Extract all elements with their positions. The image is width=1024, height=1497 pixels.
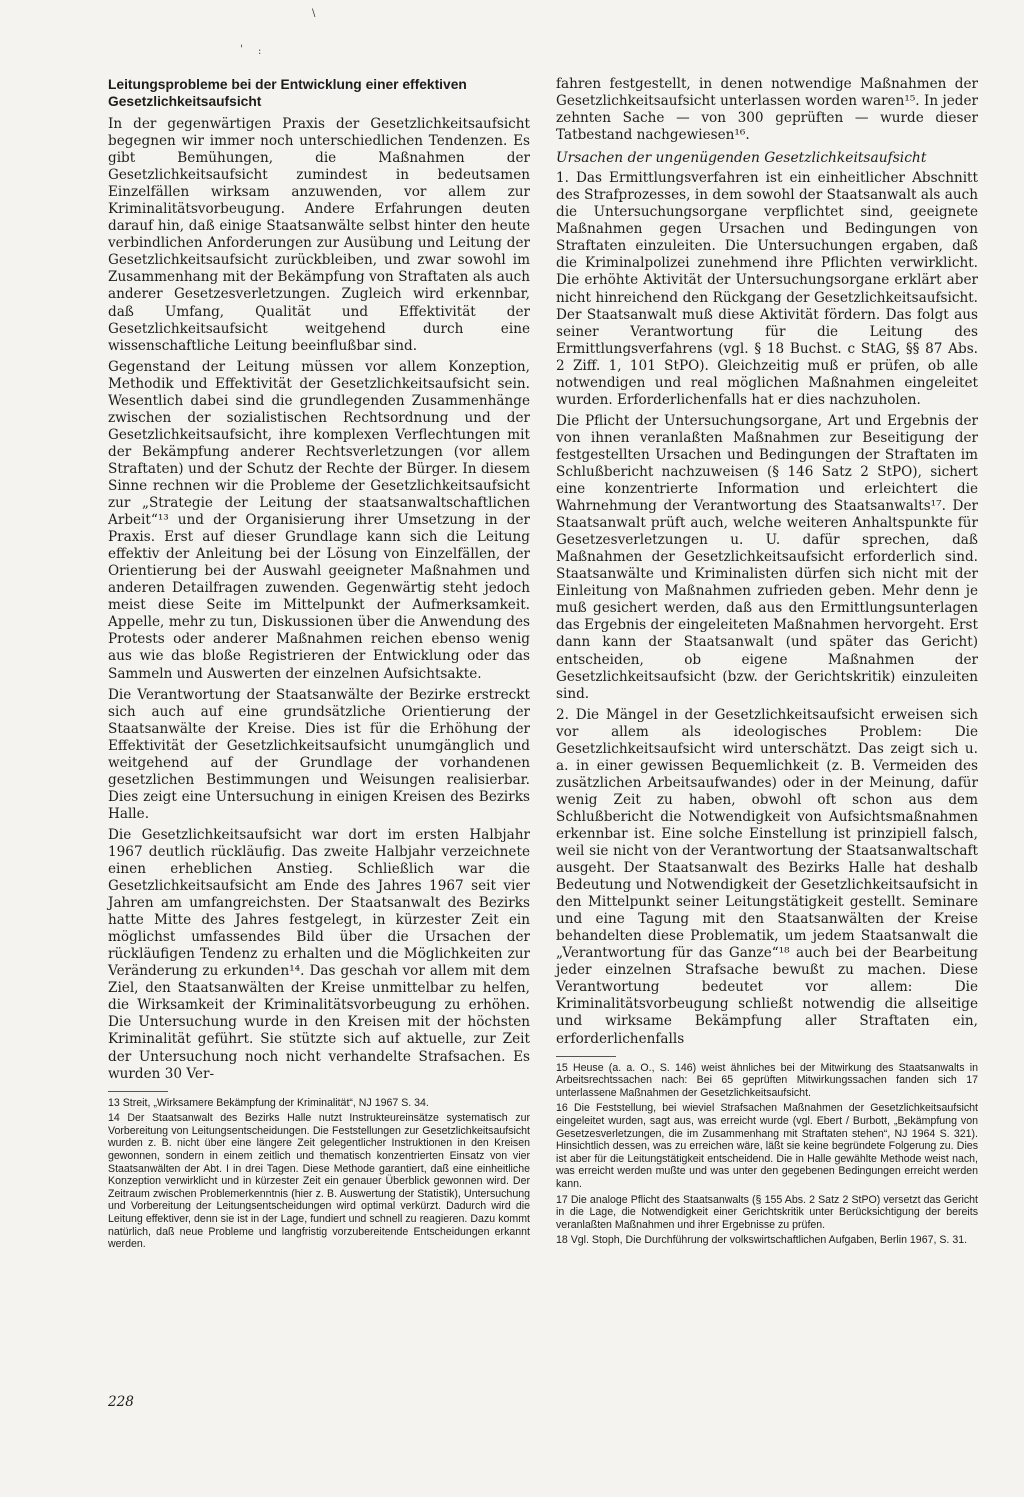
scan-mark: \ [312, 8, 316, 19]
body-paragraph: Die Pflicht der Untersuchungsorgane, Art und Ergebnis der von ihnen veranlaßten Maßnahmen zur Beseitigung der festgestellten Ursachen und Bedingungen der Straftaten im Schlußbericht nachzuweisen (§ 146 Satz 2 StPO), sichert eine konzentrierte Information und erleichtert die Wahrnehmung der Verantwortung des Staatsanwalts¹⁷. Der Staatsanwalt prüft auch, welche weiteren Anhaltspunkte für Gesetzesverletzungen u. U. dafür sprechen, daß Maßnahmen der Gesetzlichkeitsaufsicht erforderlich sind. Staatsanwälte und Kriminalisten dürfen sich nicht mit der Einleitung von Maßnahmen zufrieden geben. Mehr denn je muß gesichert werden, daß aus den Ermittlungsunterlagen das Ergebnis der eingeleiteten Maßnahmen hervorgeht. Erst dann kann der Staatsanwalt (und später das Gericht) entscheiden, ob eigene Maßnahmen der Gesetzlichkeitsaufsicht (bzw. der Gerichtskritik) einzuleiten sind. [556, 412, 978, 702]
body-paragraph: 2. Die Mängel in der Gesetzlichkeitsaufsicht erweisen sich vor allem als ideologisches Problem: Die Gesetzlichkeitsaufsicht wird unterschätzt. Das zeigt sich u. a. in einer gewissen Bequemlichkeit (z. B. Vermeiden des zusätzlichen Arbeitsaufwandes) oder in der Meinung, dafür wenig Zeit zu haben, obwohl oft schon aus dem Schlußbericht die Notwendigkeit von Aufsichtsmaßnahmen erkennbar ist. Eine solche Einstellung ist prinzipiell falsch, weil sie nicht von der Verantwortung der Staatsanwaltschaft ausgeht. Der Staatsanwalt des Bezirks Halle hat deshalb Bedeutung und Notwendigkeit der Gesetzlichkeitsaufsicht in den Mittelpunkt seiner Leitungstätigkeit gestellt. Seminare und eine Tagung mit den Staatsanwälten der Kreise behandelten diese Problematik, um jedem Staatsanwalt die „Verantwortung für das Ganze“¹⁸ auch bei der Bearbeitung jeder einzelnen Strafsache bewußt zu machen. Diese Verantwortung bedeutet vor allem: Die Kriminalitätsvorbeugung schließt notwendig die allseitige und wirksame Bekämpfung aller Straftaten ein, erforderlichenfalls [556, 706, 978, 1047]
section-subheading: Ursachen der ungenügenden Gesetzlichkeitsaufsicht [556, 150, 927, 167]
footnote: 17 Die analoge Pflicht des Staatsanwalts (§ 155 Abs. 2 Satz 2 StPO) versetzt das Gericht in die Lage, die Notwendigkeit einer Gerichtskritik unter Berücksichtigung der bereits veranlaßten Maßnahmen und ihrer Ergebnisse zu prüfen. [556, 1193, 978, 1231]
body-paragraph: In der gegenwärtigen Praxis der Gesetzlichkeitsaufsicht begegnen wir immer noch unterschiedlichen Tendenzen. Es gibt Bemühungen, die Maßnahmen der Gesetzlichkeitsaufsicht zumindest in bedeutsamen Einzelfällen wirksam anzuwenden, vor allem zur Kriminalitätsvorbeugung. Andere Erfahrungen deuten darauf hin, daß einige Staatsanwälte selbst hinter den heute verbindlichen Anforderungen zur Ausübung und Leitung der Gesetzlichkeitsaufsicht zurückbleiben, und zwar sowohl im Zusammenhang mit der Bekämpfung von Straftaten als auch anderer Gesetzesverletzungen. Zugleich wird erkennbar, daß Umfang, Qualität und Effektivität der Gesetzlichkeitsaufsicht weitgehend durch eine wissenschaftliche Leitung beeinflußbar sind. [108, 116, 530, 354]
section-heading: Leitungsprobleme bei der Entwicklung einer effektiven Gesetzlichkeitsaufsicht [108, 77, 467, 109]
footnote: 15 Heuse (a. a. O., S. 146) weist ähnliches bei der Mitwirkung des Staatsanwalts in Arbeitsrechtssachen nach: Bei 65 geprüften Mitwirkungssachen fanden sich 17 unterlassene Maßnahmen der Gesetzlichkeitsaufsicht. [556, 1061, 978, 1099]
body-paragraph: Gegenstand der Leitung müssen vor allem Konzeption, Methodik und Effektivität der Gesetzlichkeitsaufsicht sein. Wesentlich dabei sind die grundlegenden Zusammenhänge zwischen der sozialistischen Rechtsordnung und der Gesetzlichkeitsaufsicht, ihre komplexen Verflechtungen mit der Bekämpfung anderer Rechtsverletzungen (vor allem Straftaten) und der Schutz der Rechte der Bürger. In diesem Sinne rechnen wir die Probleme der Gesetzlichkeitsaufsicht zur „Strategie der Leitung der staatsanwaltschaftlichen Arbeit“¹³ und der Organisierung ihrer Umsetzung in der Praxis. Erst auf dieser Grundlage kann sich die Leitung effektiv der Anleitung bei der Lösung von Einzelfällen, der Orientierung bei der Auswahl geeigneter Maßnahmen und anderen Detailfragen zuwenden. Gegenwärtig steht jedoch meist diese Seite im Mittelpunkt der Aufmerksamkeit. Appelle, mehr zu tun, Diskussionen über die Anwendung des Protests oder anderer Maßnahmen reichen ebenso wenig aus wie das bloße Registrieren der Entwicklung oder das Sammeln und Auswerten der einzelnen Aufsichtsakte. [108, 358, 530, 682]
scan-mark: : [258, 46, 262, 57]
body-paragraph: Die Gesetzlichkeitsaufsicht war dort im ersten Halbjahr 1967 deutlich rückläufig. Das zweite Halbjahr verzeichnete einen erheblichen Anstieg. Schließlich war die Gesetzlichkeitsaufsicht am Ende des Jahres 1967 seit vier Jahren am umfangreichsten. Der Staatsanwalt des Bezirks hatte Mitte des Jahres festgelegt, in kürzester Zeit ein möglichst umfassendes Bild über die Ursachen der rückläufigen Tendenz zu erhalten und die Möglichkeiten zur Veränderung zu erkunden¹⁴. Das geschah vor allem mit dem Ziel, den Staatsanwälten der Kreise unmittelbar zu helfen, die Wirksamkeit der Kriminalitätsvorbeugung zu erhöhen. Die Untersuchung wurde in den Kreisen mit der höchsten Kriminalität geführt. Sie stützte sich auf aktuelle, zur Zeit der Untersuchung noch nicht verhandelte Strafsachen. Es wurden 30 Ver- [108, 826, 530, 1082]
footnote: 14 Der Staatsanwalt des Bezirks Halle nutzt Instrukteureinsätze systematisch zur Vorbereitung von Leitungsentscheidungen. Die Feststellungen zur Gesetzlichkeitsaufsicht wurden z. B. nicht über eine längere Zeit gelegentlicher Instruktionen in den Kreisen gewonnen, sondern in einem zeitlich und thematisch konzentrierten Einsatz von vier Staatsanwälten der Abt. I in drei Tagen. Diese Methode garantiert, daß eine einheitliche Konzeption verwirklicht und in kürzester Zeit ein genauer Überblick gewonnen wird. Der Zeitraum zwischen Problemerkenntnis (hier z. B. Auswertung der Statistik), Untersuchung und Vorbereitung der Leitungsentscheidungen wird optimal verkürzt. Dadurch wird die Leitung effektiver, denn sie ist in der Lage, fundiert und schnell zu reagieren. Dazu kommt natürlich, daß neue Probleme und langfristig vorzubereitende Entscheidungen erkannt werden. [108, 1112, 530, 1251]
left-column [108, 76, 530, 1254]
body-paragraph: 1. Das Ermittlungsverfahren ist ein einheitlicher Abschnitt des Strafprozesses, in dem sowohl der Staatsanwalt als auch die Untersuchungsorgane verpflichtet sind, geeignete Maßnahmen gegen Ursachen und Bedingungen von Straftaten einzuleiten. Die Untersuchungen ergaben, daß die Kriminalpolizei zunehmend ihre Pflichten verwirklicht. Die erhöhte Aktivität der Untersuchungsorgane erklärt aber nicht hinreichend den Rückgang der Gesetzlichkeitsaufsicht. Der Staatsanwalt muß diese Aktivität fördern. Das folgt aus seiner Verantwortung für die Leitung des Ermittlungsverfahrens (vgl. § 18 Buchst. c StAG, §§ 87 Abs. 2 Ziff. 1, 101 StPO). Gleichzeitig muß er prüfen, ob alle notwendigen und real möglichen Maßnahmen eingeleitet wurden. Erforderlichenfalls hat er dies nachzuholen. [556, 170, 978, 408]
footnote: 18 Vgl. Stoph, Die Durchführung der volkswirtschaftlichen Aufgaben, Berlin 1967, S. 31. [556, 1234, 968, 1247]
body-paragraph: fahren festgestellt, in denen notwendige Maßnahmen der Gesetzlichkeitsaufsicht unterlassen worden waren¹⁵. In jeder zehnten Sache — von 300 geprüften — wurde dieser Tatbestand nachgewiesen¹⁶. [556, 76, 978, 144]
footnote-rule [556, 1056, 616, 1057]
footnote-rule [108, 1091, 168, 1092]
scan-mark: ' [240, 44, 243, 55]
body-paragraph: Die Verantwortung der Staatsanwälte der Bezirke erstreckt sich auch auf eine grundsätzliche Orientierung der Staatsanwälte der Kreise. Dies ist für die Erhöhung der Effektivität der Gesetzlichkeitsaufsicht unumgänglich und weitgehend auf der Grundlage der vorhandenen gesetzlichen Bestimmungen und Weisungen realisierbar. Dies zeigt eine Untersuchung in einigen Kreisen des Bezirks Halle. [108, 686, 530, 822]
right-column [556, 76, 978, 1250]
page-number: 228 [108, 1394, 134, 1410]
footnote: 16 Die Feststellung, bei wieviel Strafsachen Maßnahmen der Gesetzlichkeitsaufsicht eingeleitet wurden, sagt aus, was erreicht wurde (vgl. Ebert / Burbott, „Bekämpfung von Gesetzesverletzungen, die im Zusammenhang mit Straftaten stehen“, NJ 1964 S. 321). Hinsichtlich dessen, was zu erreichen wäre, läßt sie keine begründete Folgerung zu. Dies ist aber für die Leitungstätigkeit entscheidend. Die in Halle gewählte Methode weist nach, was erreicht werden mußte und was unter den gegebenen Bedingungen erreicht werden kann. [556, 1102, 978, 1190]
footnote: 13 Streit, „Wirksamere Bekämpfung der Kriminalität“, NJ 1967 S. 34. [108, 1096, 429, 1109]
